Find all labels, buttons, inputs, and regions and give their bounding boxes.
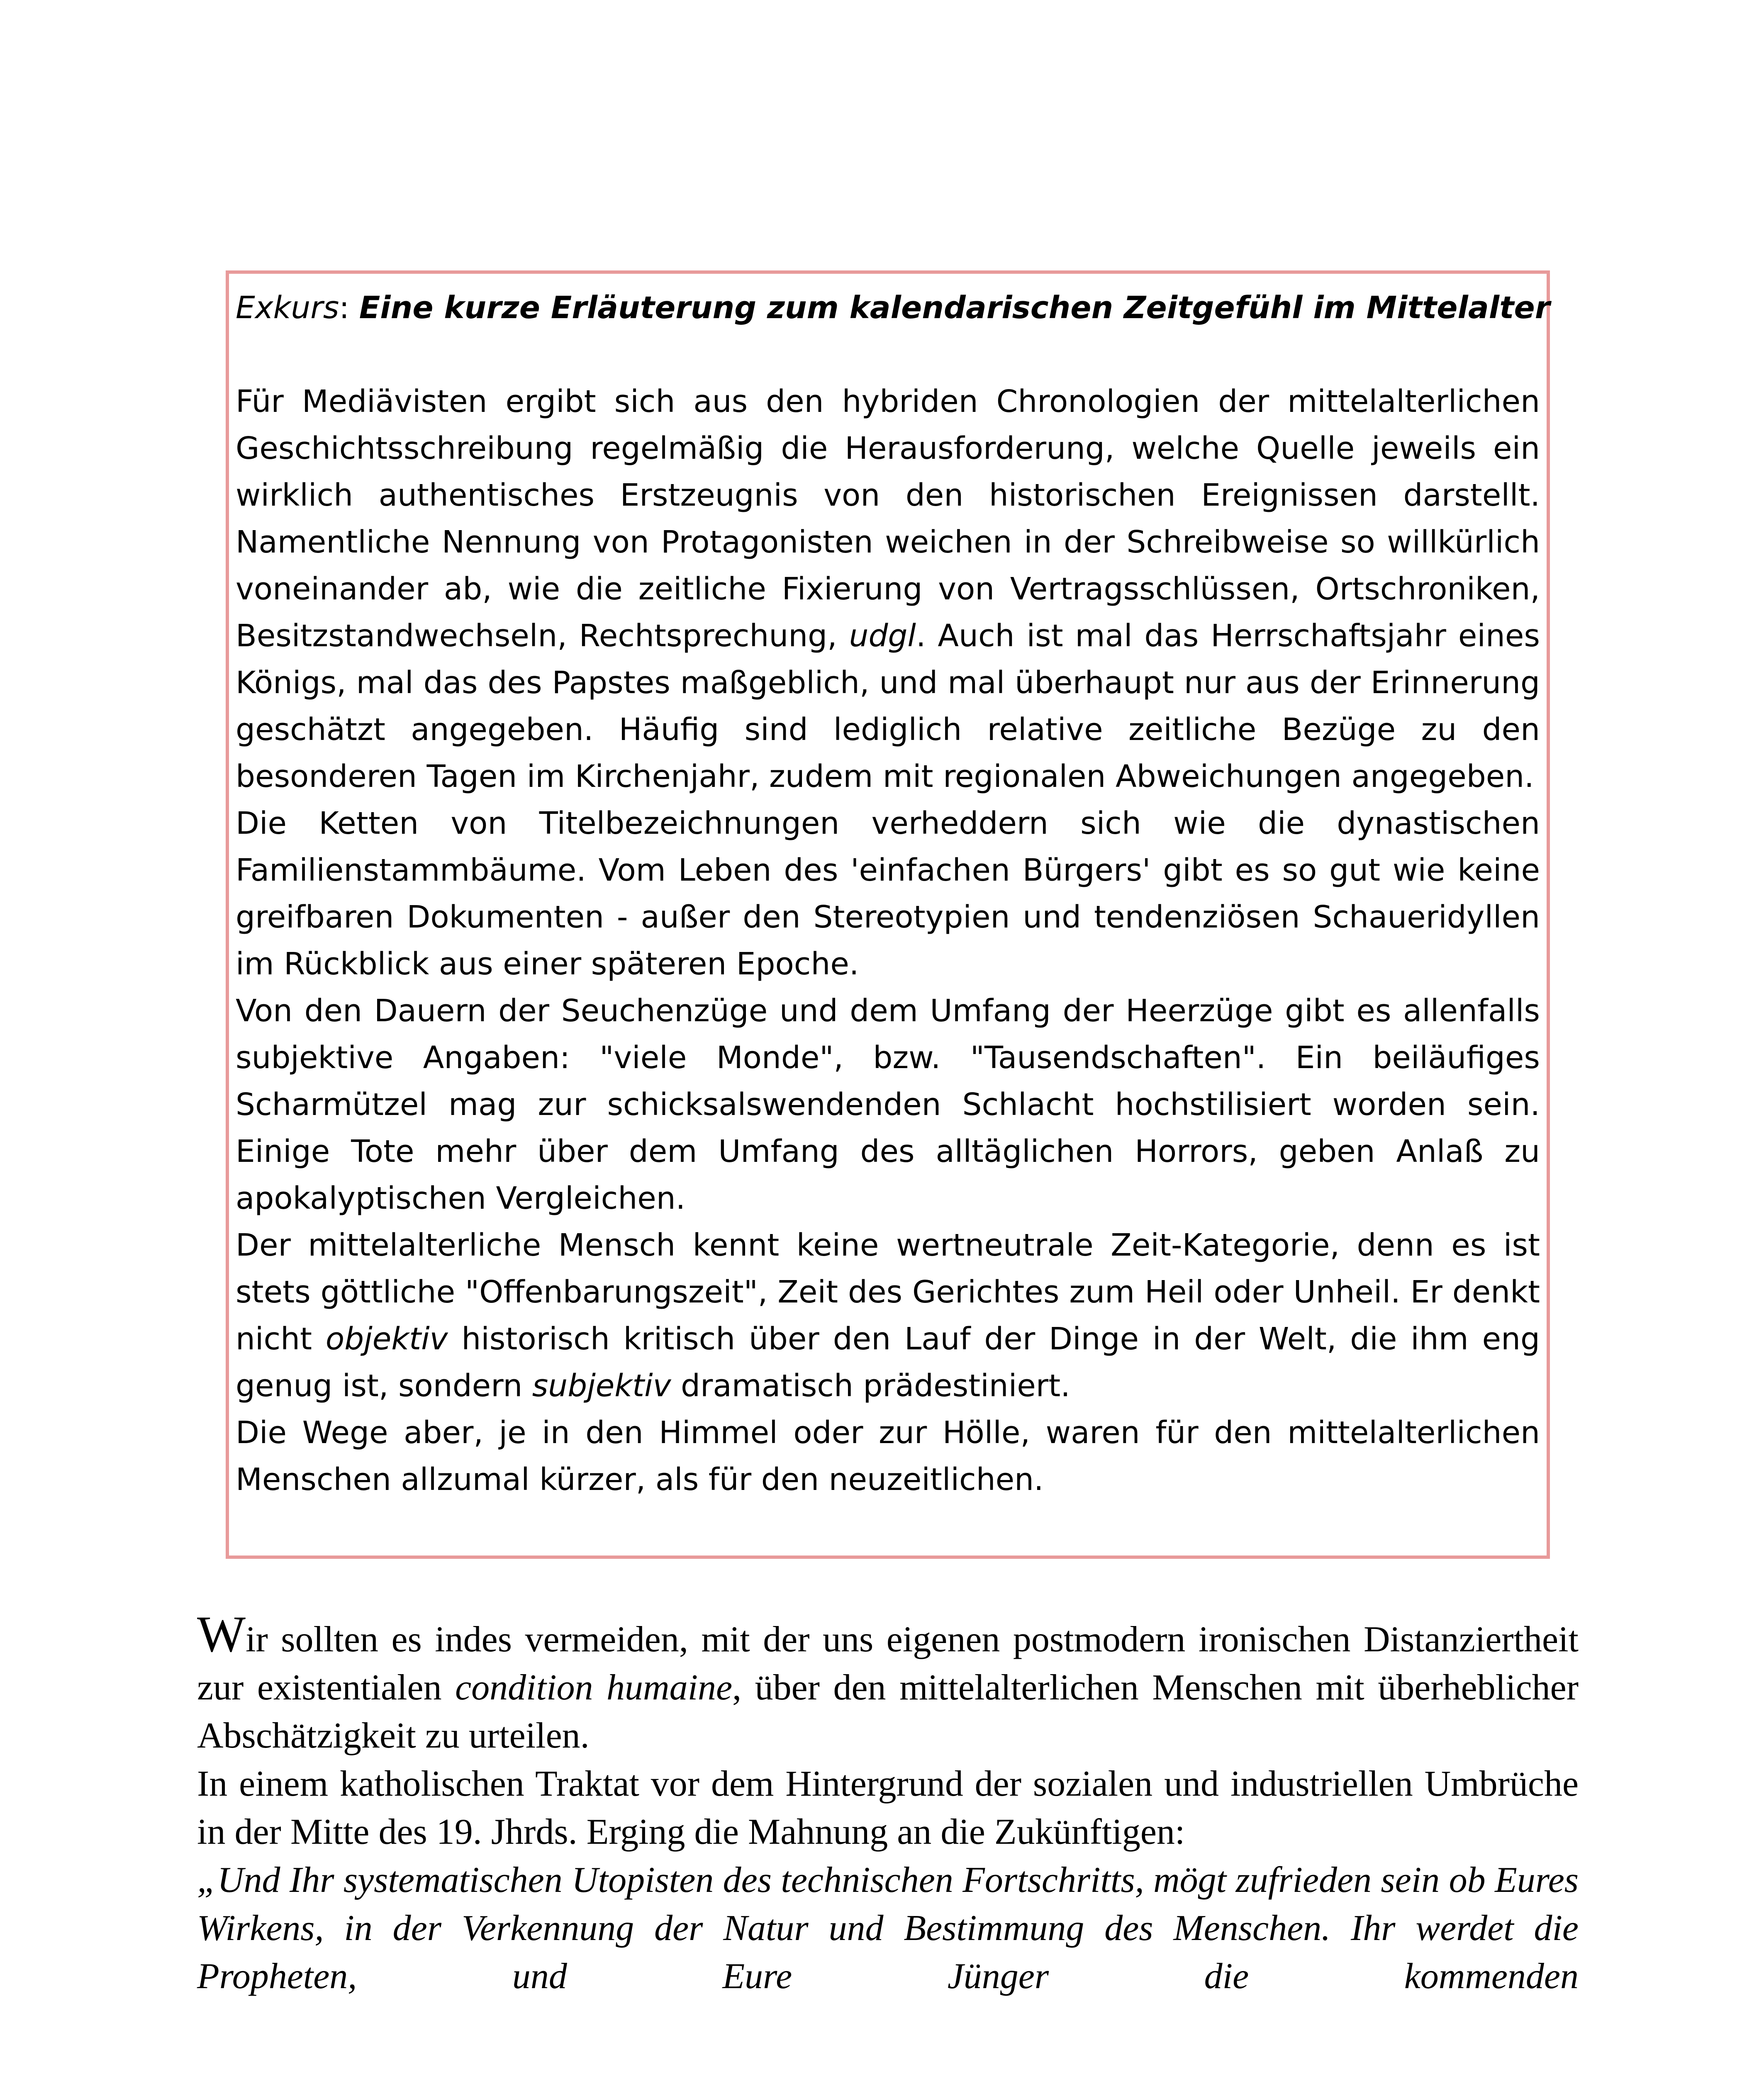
exkurs-p4-text-b: historisch kritisch über den Lauf der Dinge in der Welt, die ihm eng genug ist, sondern xyxy=(236,1321,1540,1404)
exkurs-paragraph-4 xyxy=(236,1222,1540,1409)
main-text xyxy=(197,1606,1579,2001)
exkurs-colon: : xyxy=(339,290,359,326)
exkurs-paragraph-1 xyxy=(236,378,1540,800)
exkurs-p4-text-c: dramatisch prädestiniert. xyxy=(671,1368,1070,1404)
main-paragraph-1 xyxy=(197,1606,1579,1760)
exkurs-p1-emphasis: udgl xyxy=(849,618,916,654)
main-paragraph-2: In einem katholischen Traktat vor dem Hintergrund der sozialen und industriellen Umbrüche in der Mitte des 19. Jhrds. Erging die Mahnung an die Zukünftigen: xyxy=(197,1764,1579,1852)
exkurs-p1-text-b: . Auch ist mal das Herrschaftsjahr eines Königs, mal das des Papstes maßgeblich, und mal überhaupt nur aus der Erinnerung geschätzt angegeben. Häufig sind lediglich relative zeitliche Bezüge zu den besonderen Tagen im Kirchenjahr, zudem mit regionalen Abweichungen angegeben. xyxy=(236,618,1540,794)
exkurs-p1-text-a: Für Mediävisten ergibt sich aus den hybriden Chronologien der mittelalterlichen Geschichtsschreibung regelmäßig die Herausforderung, welche Quelle jeweils ein wirklich authentisches Erstzeugnis von den historischen Ereignissen darstellt. Namentliche Nennung von Protagonisten weichen in der Schreibweise so willkürlich voneinander ab, wie die zeitliche Fixierung von Vertragsschlüssen, Ortschroniken, Besitzstandwechseln, Rechtsprechung, xyxy=(236,384,1540,654)
exkurs-p4-text-a: Der mittelalterliche Mensch kennt keine wertneutrale Zeit-Kategorie, denn es ist stets göttliche "Offenbarungszeit", Zeit des Gerichtes zum Heil oder Unheil. Er denkt nicht xyxy=(236,1227,1540,1357)
quote-paragraph: „Und Ihr systematischen Utopisten des technischen Fortschritts, mögt zufrieden sein ob Eures Wirkens, in der Verkennung der Natur und Bestimmung des Menschen. Ihr werdet die Propheten, und Eure Jünger die kommenden xyxy=(197,1860,1579,1996)
exkurs-box xyxy=(226,270,1550,1559)
main-p1-emphasis: condition humaine xyxy=(455,1667,733,1708)
exkurs-paragraph-5: Die Wege aber, je in den Himmel oder zur Hölle, waren für den mittelalterlichen Menschen allzumal kürzer, als für den neuzeitlichen. xyxy=(236,1415,1540,1497)
main-p1-text-b: , über den mittelalterlichen Menschen mit überheblicher Abschätzigkeit zu urteilen. xyxy=(197,1667,1579,1756)
exkurs-heading: Eine kurze Erläuterung zum kalendarischen Zeitgefühl im Mittelalter xyxy=(359,290,1550,326)
exkurs-paragraph-2: Die Ketten von Titelbezeichnungen verheddern sich wie die dynastischen Familienstammbäume. Vom Leben des 'einfachen Bürgers' gibt es so gut wie keine greifbaren Dokumenten - außer den Stereotypien und tendenziösen Schaueridyllen im Rückblick aus einer späteren Epoche. xyxy=(236,806,1540,982)
exkurs-p4-emphasis-subjektiv: subjektiv xyxy=(532,1368,671,1404)
main-p1-text-a: ir sollten es indes vermeiden, mit der uns eigenen postmodern ironischen Distanziertheit zur existentialen xyxy=(197,1619,1579,1708)
exkurs-title xyxy=(236,285,1550,331)
exkurs-p4-emphasis-objektiv: objektiv xyxy=(325,1321,448,1357)
exkurs-label: Exkurs xyxy=(236,290,339,326)
drop-cap: W xyxy=(197,1606,246,1663)
exkurs-paragraph-3: Von den Dauern der Seuchenzüge und dem Umfang der Heerzüge gibt es allenfalls subjektive Angaben: "viele Monde", bzw. "Tausendschaften". Ein beiläufiges Scharmützel mag zur schicksalswendenden Schlacht hochstilisiert worden sein. Einige Tote mehr über dem Umfang des alltäglichen Horrors, geben Anlaß zu apokalyptischen Vergleichen. xyxy=(236,993,1540,1216)
